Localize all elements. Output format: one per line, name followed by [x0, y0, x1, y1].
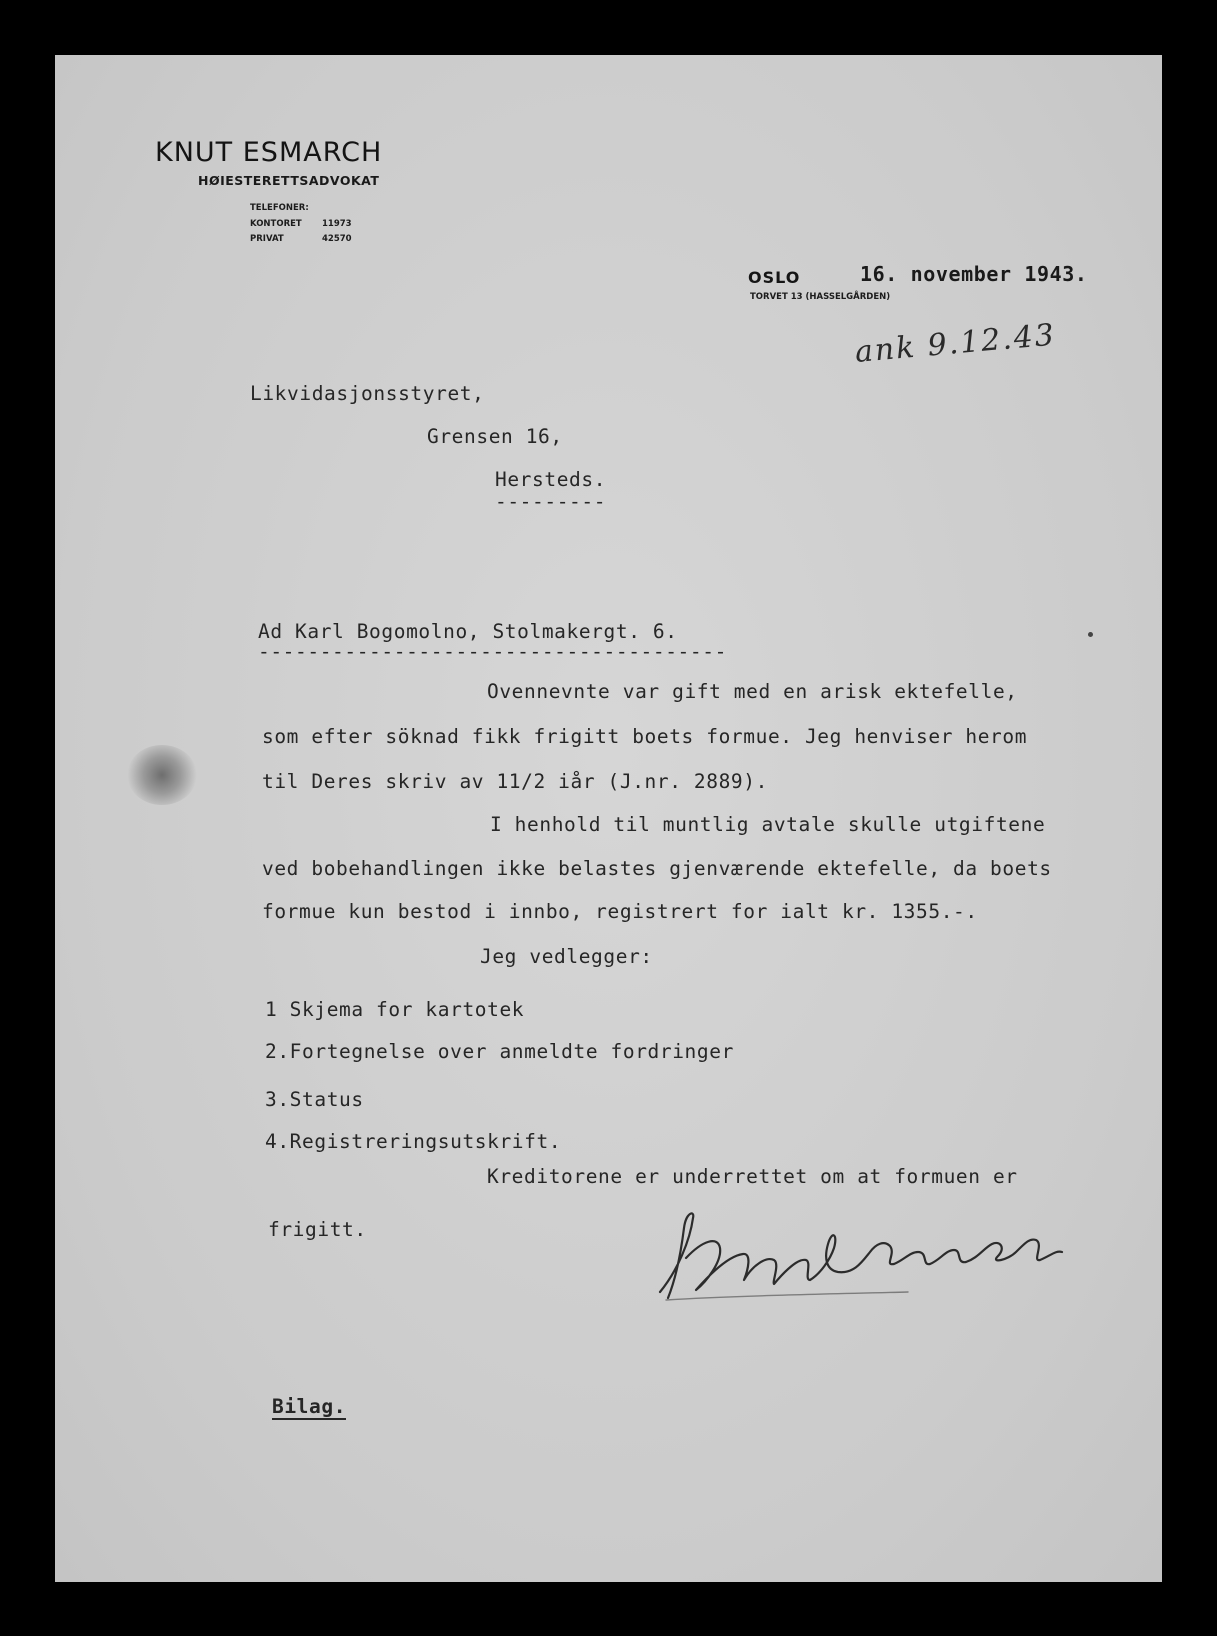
letterhead-title: HØIESTERETTSADVOKAT	[198, 173, 380, 188]
private-phone-number: 42570	[322, 234, 352, 244]
body-p4-line-2: frigitt.	[268, 1218, 367, 1241]
handwritten-signature	[648, 1200, 1078, 1310]
office-address: TORVET 13 (HASSELGÅRDEN)	[750, 292, 891, 302]
subject-line: Ad Karl Bogomolno, Stolmakergt. 6.	[258, 620, 678, 643]
body-p1-line-3: til Deres skriv av 11/2 iår (J.nr. 2889).	[262, 770, 768, 793]
body-p2-line-3: formue kun bestod i innbo, registrert for ialt kr. 1355.-.	[262, 900, 978, 923]
signature-text	[2, 100, 9, 101]
recipient-line-3: Hersteds.	[495, 468, 607, 491]
enclosure-label: Bilag.	[272, 1395, 347, 1418]
body-p4-line-1: Kreditorene er underrettet om at formuen er	[487, 1165, 1018, 1188]
received-annotation: ank 9.12.43	[853, 317, 1058, 370]
private-phone-label: PRIVAT	[250, 234, 284, 244]
office-phone-number: 11973	[322, 219, 352, 229]
enclosure-item: 1 Skjema for kartotek	[265, 998, 525, 1021]
recipient-rule: ---------	[495, 490, 607, 513]
enclosure-item: 3.Status	[265, 1088, 364, 1111]
recipient-line-1: Likvidasjonsstyret,	[250, 382, 485, 405]
phones-label: TELEFONER:	[250, 203, 309, 213]
ink-dot	[1088, 632, 1093, 637]
letterhead-name: KNUT ESMARCH	[155, 137, 383, 168]
body-p3: Jeg vedlegger:	[480, 945, 653, 968]
body-p1-line-2: som efter söknad fikk frigitt boets formue. Jeg henviser herom	[262, 725, 1028, 748]
body-p2-line-1: I henhold til muntlig avtale skulle utgiftene	[490, 813, 1046, 836]
office-phone-label: KONTORET	[250, 219, 302, 229]
city: OSLO	[748, 268, 801, 287]
subject-rule: --------------------------------------	[258, 640, 727, 663]
ink-smudge	[127, 745, 197, 805]
enclosure-item: 4.Registreringsutskrift.	[265, 1130, 562, 1153]
recipient-line-2: Grensen 16,	[427, 425, 563, 448]
body-p2-line-2: ved bobehandlingen ikke belastes gjenværende ektefelle, da boets	[262, 857, 1052, 880]
body-p1-line-1: Ovennevnte var gift med en arisk ektefelle,	[487, 680, 1018, 703]
letter-date: 16. november 1943.	[860, 262, 1088, 286]
enclosure-item: 2.Fortegnelse over anmeldte fordringer	[265, 1040, 734, 1063]
